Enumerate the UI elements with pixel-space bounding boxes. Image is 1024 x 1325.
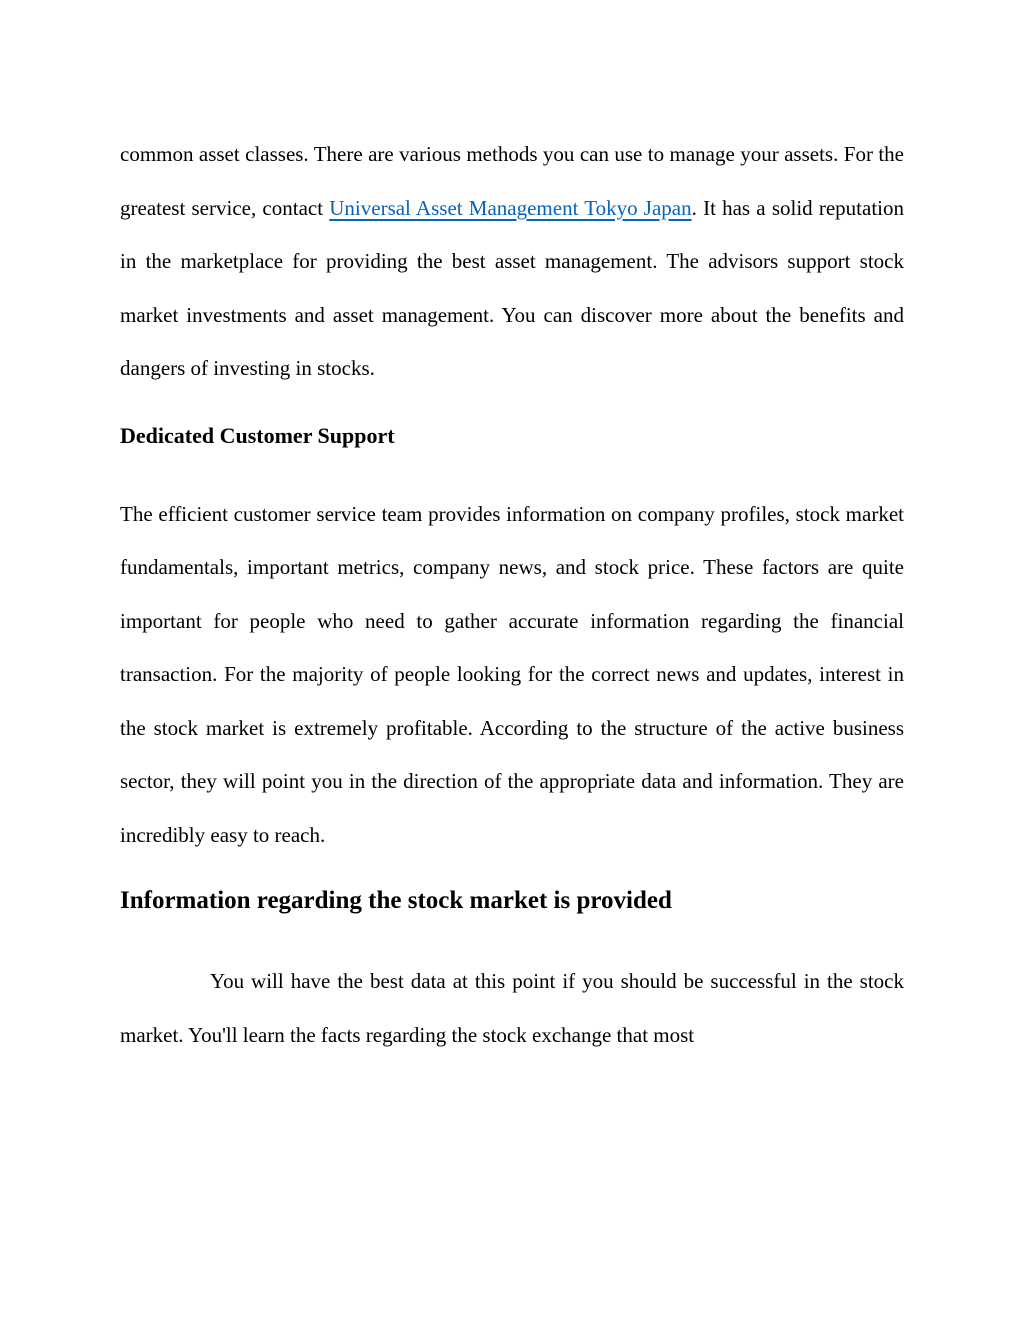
paragraph-asset-classes (120, 128, 904, 396)
heading-dedicated-customer-support: Dedicated Customer Support (120, 422, 395, 448)
link-universal-asset-management-tokyo-japan[interactable]: Universal Asset Management Tokyo Japan (329, 195, 692, 220)
paragraph-best-data: You will have the best data at this point if you should be successful in the stock market. You'll learn the facts regarding the stock exchange that most (120, 969, 904, 1047)
paragraph-text-after-link: . It has a solid reputation in the marketplace for providing the best asset management. The advisors support stock market investments and asset management. You can discover more about the benefits and dangers of investing in stocks. (120, 195, 904, 380)
heading-information-stock-market: Information regarding the stock market is provided (120, 887, 672, 914)
paragraph-text-before-link: common asset classes. There are various methods you can use to manage your assets. For the greatest service, contact (120, 142, 904, 220)
paragraph-customer-service: The efficient customer service team provides information on company profiles, stock market fundamentals, important metrics, company news, and stock price. These factors are quite important for people who need to gather accurate information regarding the financial transaction. For the majority of people looking for the correct news and updates, interest in the stock market is extremely profitable. According to the structure of the active business sector, they will point you in the direction of the appropriate data and information. They are incredibly easy to reach. (120, 501, 904, 847)
